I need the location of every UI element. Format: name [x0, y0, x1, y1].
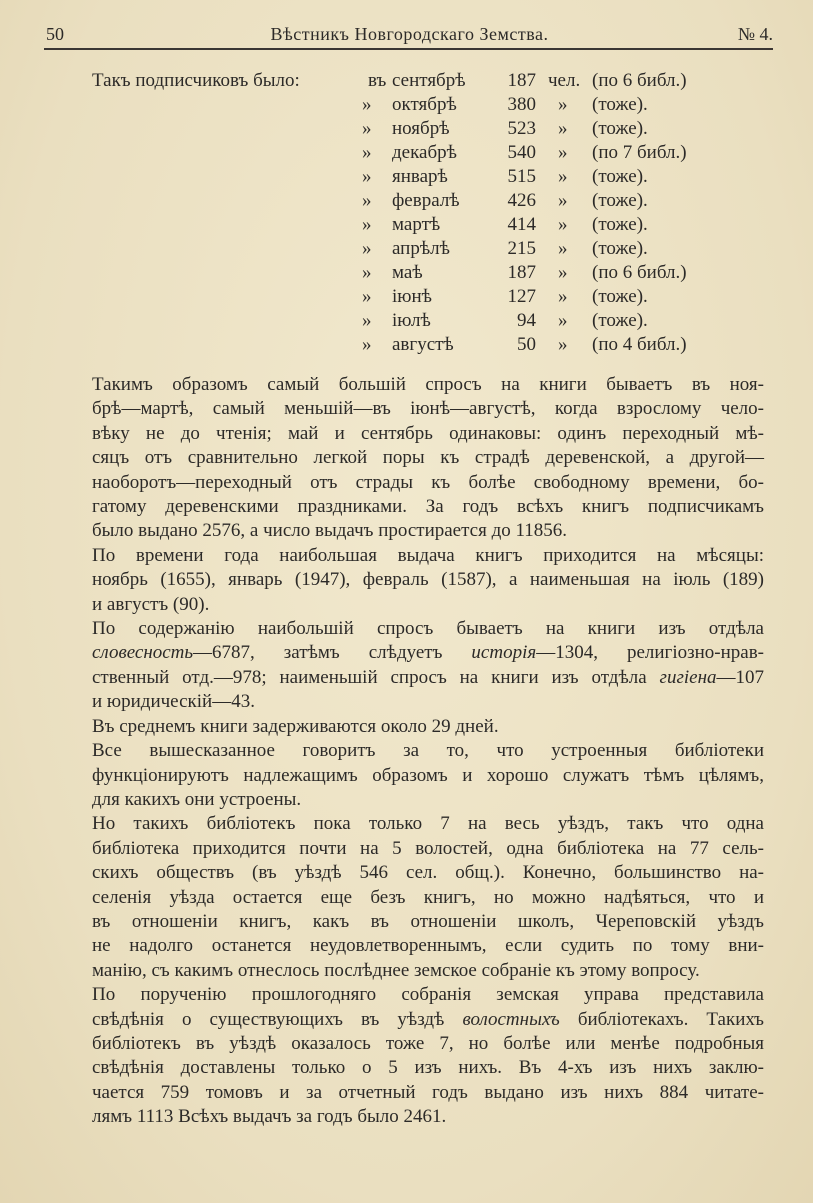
unit-label: » [558, 310, 568, 331]
text-line: ноябрь (1655), январь (1947), февраль (1587), а наименьшая на iюль (189) [92, 569, 764, 591]
subscribers-row [92, 190, 732, 214]
month-preposition: въ [368, 70, 387, 91]
text-line: для какихъ они устроены. [92, 788, 302, 810]
paragraph-4 [46, 715, 764, 739]
subscribers-row [92, 70, 732, 94]
text-line: По времени года наибольшая выдача книгъ приходится на мѣсяцы: [92, 544, 764, 566]
month-preposition: » [362, 142, 372, 163]
unit-label: » [558, 142, 568, 163]
running-header [46, 20, 773, 48]
unit-label: » [558, 262, 568, 283]
text-line [46, 1008, 764, 1032]
subscribers-row [92, 238, 732, 262]
unit-label: » [558, 214, 568, 235]
unit-label: чел. [548, 70, 581, 91]
libraries-note: (тоже). [592, 166, 648, 187]
text-line: не надолго останется неудовлетвореннымъ, если судить по тому вни- [92, 935, 764, 957]
text-line: и юридическiй—43. [92, 691, 255, 713]
subscribers-table [92, 70, 732, 358]
text-line: функцiонируютъ надлежащимъ образомъ и хорошо служатъ тѣмъ цѣлямъ, [92, 764, 764, 786]
libraries-note: (по 4 библ.) [592, 334, 687, 355]
text-line: Все вышесказанное говоритъ за то, что устроенныя библiотеки [92, 740, 764, 762]
subscribers-row [92, 214, 732, 238]
text-line: По содержанiю наибольшiй спросъ бываетъ на книги изъ отдѣла [92, 618, 764, 640]
subscribers-lead: Такъ подписчиковъ было: [92, 70, 300, 91]
libraries-note: (тоже). [592, 94, 648, 115]
month-name: декабрѣ [392, 142, 457, 163]
libraries-note: (по 7 библ.) [592, 142, 687, 163]
libraries-note: (тоже). [592, 310, 648, 331]
header-rule [44, 48, 773, 50]
subscribers-row [92, 142, 732, 166]
subscribers-row [92, 262, 732, 286]
text-line: Такимъ образомъ самый большiй спросъ на книги бываетъ въ ноя- [92, 374, 764, 395]
month-name: iюнѣ [392, 286, 432, 307]
text-line: лямъ 1113 Всѣхъ выдачъ за годъ было 2461. [92, 1106, 447, 1128]
unit-label: » [558, 238, 568, 259]
subscriber-count: 426 [507, 190, 536, 211]
subscribers-row [92, 286, 732, 310]
subscriber-count: 215 [507, 238, 536, 259]
text-line: селенiя уѣзда остается еще безъ книгъ, но можно надѣяться, что и [92, 886, 764, 908]
subscribers-row [92, 166, 732, 190]
journal-title: Вѣстникъ Новгородскаго Земства. [270, 24, 549, 44]
libraries-note: (по 6 библ.) [592, 262, 687, 283]
subscriber-count: 515 [507, 166, 536, 187]
issue-number: № 4. [737, 24, 773, 44]
month-preposition: » [362, 94, 372, 115]
month-preposition: » [362, 310, 372, 331]
subscriber-count: 414 [507, 214, 536, 235]
paragraph-5 [46, 739, 764, 812]
subscriber-count: 127 [507, 286, 536, 307]
libraries-note: (тоже). [592, 238, 648, 259]
libraries-note: (тоже). [592, 190, 648, 211]
text-fragment: библiотекахъ. Такихъ [559, 1008, 764, 1030]
unit-label: » [558, 286, 568, 307]
month-name: сентябрѣ [392, 70, 466, 91]
paragraph-3 [46, 617, 764, 715]
paragraph-7 [46, 983, 764, 1129]
body-text [46, 373, 764, 1130]
section-name-gigiena: гигiена [659, 666, 717, 688]
subscribers-row [92, 310, 732, 334]
unit-label: » [558, 94, 568, 115]
text-fragment: —6787, затѣмъ слѣдуетъ [193, 642, 472, 664]
text-line: скихъ обществъ (въ уѣздѣ 546 сел. общ.). Конечно, большинство на- [92, 862, 764, 884]
text-line: библiотека приходится почти на 5 волостей, одна библiотека на 77 сель- [92, 837, 764, 859]
section-name-slovesnost: словесность [92, 642, 194, 664]
text-line: По порученiю прошлогодняго собранiя земская управа представила [92, 984, 764, 1006]
text-fragment: ственный отд.—978; наименьшiй спросъ на книги изъ отдѣла [92, 666, 660, 688]
month-name: мартѣ [392, 214, 441, 235]
month-name: августѣ [392, 334, 454, 355]
subscriber-count: 50 [517, 334, 536, 355]
libraries-note: (тоже). [592, 286, 648, 307]
month-preposition: » [362, 262, 372, 283]
text-line: Но такихъ библiотекъ пока только 7 на весь уѣздъ, такъ что одна [92, 813, 764, 835]
text-line: библiотекъ въ уѣздѣ оказалось тоже 7, но болѣе или менѣе подробныя [92, 1032, 764, 1054]
month-preposition: » [362, 214, 372, 235]
month-preposition: » [362, 190, 372, 211]
subscriber-count: 523 [507, 118, 536, 139]
text-line: Въ среднемъ книги задерживаются около 29 дней. [92, 715, 499, 737]
month-name: ноябрѣ [392, 118, 450, 139]
subscriber-count: 187 [507, 262, 536, 283]
text-line: свѣдѣнiя доставлены только о 5 изъ нихъ. Въ 4-хъ изъ нихъ заклю- [92, 1057, 764, 1079]
word-volostnykh: волостныхъ [462, 1008, 560, 1030]
text-line: манiю, съ какимъ отнеслось послѣднее земское собранiе къ этому вопросу. [92, 959, 700, 981]
unit-label: » [558, 118, 568, 139]
subscribers-row [92, 94, 732, 118]
text-line: чается 759 томовъ и за отчетный годъ выдано изъ нихъ 884 читате- [92, 1081, 764, 1103]
text-line: сяцъ отъ сравнительно легкой поры къ страдѣ деревенской, а другой— [92, 447, 764, 469]
text-line [46, 666, 764, 690]
month-name: апрѣлѣ [392, 238, 450, 259]
subscriber-count: 187 [507, 70, 536, 91]
subscribers-row [92, 334, 732, 358]
month-preposition: » [362, 118, 372, 139]
text-line: брѣ—мартѣ, самый меньшiй—въ iюнѣ—августѣ, когда взрослому чело- [92, 398, 764, 420]
subscribers-row [92, 118, 732, 142]
paragraph-6 [46, 812, 764, 983]
unit-label: » [558, 334, 568, 355]
text-line: и августъ (90). [92, 593, 210, 615]
text-line [46, 641, 764, 665]
month-name: iюлѣ [392, 310, 431, 331]
text-line: наоборотъ—переходный отъ страды къ болѣе свободному времени, бо- [92, 471, 764, 493]
month-name: январѣ [392, 166, 448, 187]
libraries-note: (по 6 библ.) [592, 70, 687, 91]
text-line: гатому деревенскими праздниками. За годъ всѣхъ книгъ подписчикамъ [92, 496, 764, 518]
libraries-note: (тоже). [592, 214, 648, 235]
text-fragment: —107 [716, 666, 764, 688]
paragraph-1 [46, 373, 764, 544]
month-preposition: » [362, 334, 372, 355]
month-name: февралѣ [392, 190, 460, 211]
unit-label: » [558, 166, 568, 187]
subscriber-count: 540 [507, 142, 536, 163]
month-name: маѣ [392, 262, 423, 283]
text-fragment: —1304, религiозно-нрав- [536, 642, 764, 664]
month-preposition: » [362, 238, 372, 259]
text-line: вѣку не до чтенiя; май и сентябрь одинаковы: одинъ переходный мѣ- [92, 422, 764, 444]
subscriber-count: 380 [507, 94, 536, 115]
unit-label: » [558, 190, 568, 211]
month-preposition: » [362, 166, 372, 187]
text-line: въ отношенiи книгъ, какъ въ отношенiи школъ, Череповскiй уѣздъ [92, 910, 764, 932]
month-name: октябрѣ [392, 94, 457, 115]
section-name-istoriya: исторiя [471, 642, 537, 664]
month-preposition: » [362, 286, 372, 307]
text-line: было выдано 2576, а число выдачъ простирается до 11856. [92, 520, 568, 542]
paragraph-2 [46, 544, 764, 617]
libraries-note: (тоже). [592, 118, 648, 139]
page-number: 50 [46, 24, 64, 44]
text-fragment: свѣдѣнiя о существующихъ въ уѣздѣ [92, 1008, 463, 1030]
subscriber-count: 94 [517, 310, 536, 331]
